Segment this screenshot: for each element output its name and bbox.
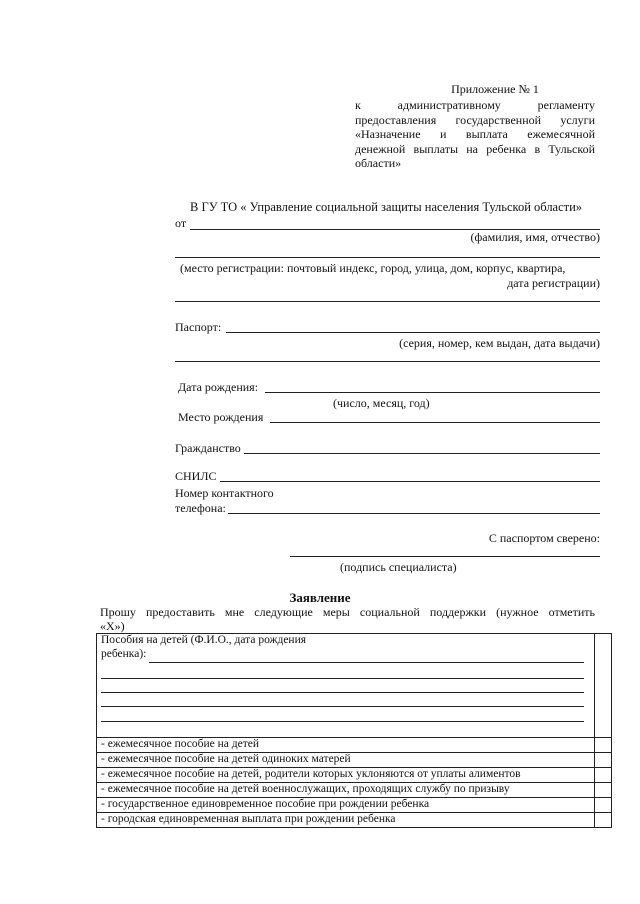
snils-label: СНИЛС xyxy=(175,469,217,483)
children-line-1[interactable] xyxy=(149,662,584,663)
appendix-line-5: области» xyxy=(355,155,402,170)
phone-field[interactable] xyxy=(228,513,600,514)
specialist-signature-field[interactable] xyxy=(290,556,600,557)
option-alimony-checkbox[interactable] xyxy=(595,768,612,783)
option-state-lump-sum: - государственное единовременное пособие при рождении ребенка xyxy=(97,798,595,813)
request-line-2: «Х») xyxy=(100,619,125,633)
citizenship-label: Гражданство xyxy=(175,441,241,455)
children-line-2[interactable] xyxy=(101,678,584,679)
birthplace-field[interactable] xyxy=(270,422,600,423)
statement-title: Заявление xyxy=(289,590,351,605)
appendix-line-4: денежной выплаты на ребенка в Тульской xyxy=(355,141,595,156)
passport-field-2[interactable] xyxy=(175,361,600,362)
table-row xyxy=(97,813,612,828)
option-state-lump-sum-checkbox[interactable] xyxy=(595,798,612,813)
request-line-1: Прошу предоставить мне следующие меры социальной поддержки (нужное отметить xyxy=(100,605,595,619)
children-line-4[interactable] xyxy=(101,706,584,707)
appendix-title: Приложение № 1 xyxy=(451,82,539,96)
benefits-table xyxy=(96,633,612,828)
citizenship-field[interactable] xyxy=(244,453,600,454)
table-row xyxy=(97,798,612,813)
children-line-5[interactable] xyxy=(101,721,584,722)
table-row xyxy=(97,783,612,798)
children-label-2: ребенка): xyxy=(101,647,147,660)
appendix-line-3: «Назначение и выплата ежемесячной xyxy=(355,127,595,142)
birthdate-field[interactable] xyxy=(265,392,600,393)
appendix-line-2: предоставления государственной услуги xyxy=(355,112,595,127)
addressee: В ГУ ТО « Управление социальной защиты населения Тульской области» xyxy=(190,200,583,214)
snils-field[interactable] xyxy=(220,481,600,482)
from-label: от xyxy=(175,216,187,230)
passport-field[interactable] xyxy=(226,332,600,333)
registration-hint-2: дата регистрации) xyxy=(507,276,600,290)
option-alimony: - ежемесячное пособие на детей, родители которых уклоняются от уплаты алиментов xyxy=(97,768,595,783)
birthdate-hint: (число, месяц, год) xyxy=(333,396,430,410)
passport-label: Паспорт: xyxy=(175,320,222,334)
option-city-lump-sum: - городская единовременная выплата при рождении ребенка xyxy=(97,813,595,828)
children-line-3[interactable] xyxy=(101,692,584,693)
children-checkbox[interactable] xyxy=(595,634,612,738)
passport-verified-label: С паспортом сверено: xyxy=(488,531,600,545)
birthplace-label: Место рождения xyxy=(178,410,264,424)
option-monthly-child: - ежемесячное пособие на детей xyxy=(97,738,595,753)
appendix-header xyxy=(355,82,595,170)
specialist-hint: (подпись специалиста) xyxy=(340,560,457,574)
children-label-1: Пособия на детей (Ф.И.О., дата рождения xyxy=(101,634,307,646)
registration-field[interactable] xyxy=(175,257,600,258)
option-city-lump-sum-checkbox[interactable] xyxy=(595,813,612,828)
option-military: - ежемесячное пособие на детей военнослужащих, проходящих службу по призыву xyxy=(97,783,595,798)
passport-hint: (серия, номер, кем выдан, дата выдачи) xyxy=(399,336,600,350)
table-row xyxy=(97,768,612,783)
option-single-mothers-checkbox[interactable] xyxy=(595,753,612,768)
appendix-line-1: к административному регламенту xyxy=(355,98,595,113)
option-monthly-child-checkbox[interactable] xyxy=(595,738,612,753)
children-cell[interactable] xyxy=(97,634,595,738)
table-row xyxy=(97,753,612,768)
phone-label-2: телефона: xyxy=(175,501,226,515)
fio-hint: (фамилия, имя, отчество) xyxy=(470,230,600,244)
birthdate-label: Дата рождения: xyxy=(178,380,259,394)
option-military-checkbox[interactable] xyxy=(595,783,612,798)
option-single-mothers: - ежемесячное пособие на детей одиноких матерей xyxy=(97,753,595,768)
registration-field-2[interactable] xyxy=(175,301,600,302)
table-row xyxy=(97,738,612,753)
table-row xyxy=(97,634,612,738)
phone-label-1: Номер контактного xyxy=(175,486,274,500)
registration-hint-1: (место регистрации: почтовый индекс, город, улица, дом, корпус, квартира, xyxy=(180,261,566,275)
